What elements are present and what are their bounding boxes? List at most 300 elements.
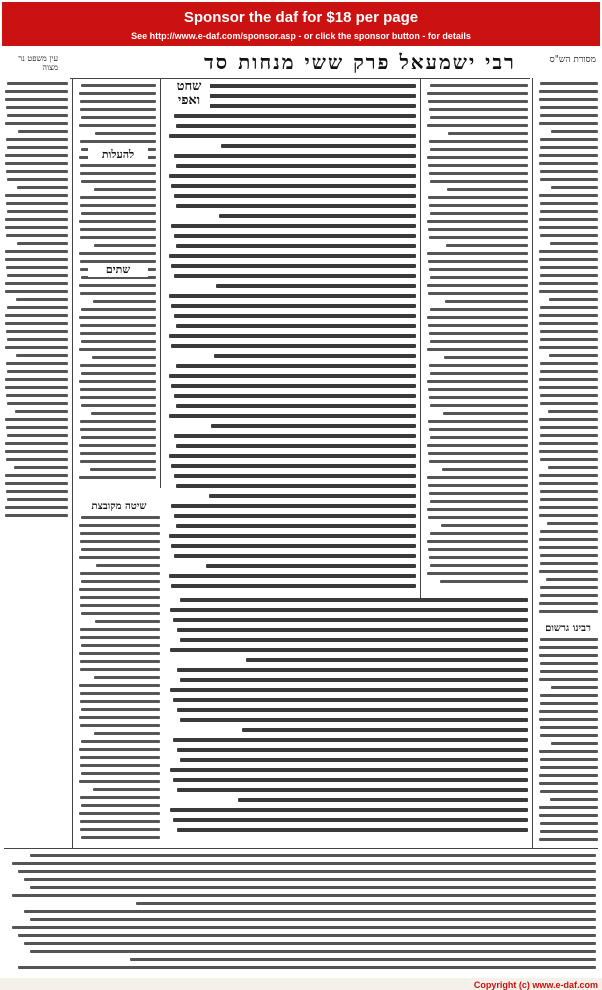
text-line	[177, 668, 528, 672]
left-header: עין משפט נר מצוה	[18, 54, 58, 72]
text-line	[221, 144, 416, 148]
text-line	[180, 718, 528, 722]
text-line	[174, 194, 417, 198]
text-line	[540, 234, 598, 237]
text-line	[540, 530, 598, 533]
text-line	[7, 434, 68, 437]
text-line	[95, 620, 160, 623]
text-line	[80, 636, 160, 639]
text-line	[443, 412, 528, 415]
text-line	[79, 588, 160, 591]
text-line	[170, 808, 528, 812]
text-line	[12, 862, 596, 865]
text-line	[540, 694, 598, 697]
text-line	[174, 554, 417, 558]
text-line	[6, 106, 68, 109]
text-line	[171, 304, 416, 308]
text-line	[171, 544, 416, 548]
text-line	[80, 292, 156, 295]
text-line	[5, 122, 68, 125]
text-line	[174, 434, 417, 438]
text-line	[539, 654, 598, 657]
text-line	[180, 758, 528, 762]
text-line	[170, 608, 528, 612]
text-line	[428, 388, 528, 391]
text-line	[81, 116, 156, 119]
header-rule	[70, 78, 530, 79]
text-line	[540, 490, 598, 493]
text-line	[430, 212, 528, 215]
text-line	[540, 82, 598, 85]
gemara-lower	[166, 598, 528, 843]
text-line	[550, 798, 598, 801]
text-line	[81, 612, 160, 615]
text-line	[546, 578, 598, 581]
text-line	[547, 522, 598, 525]
text-line	[427, 508, 528, 511]
text-line	[30, 886, 596, 889]
text-line	[5, 482, 68, 485]
text-line	[79, 444, 156, 447]
text-line	[540, 362, 598, 365]
text-line	[5, 474, 68, 477]
text-line	[80, 692, 160, 695]
text-line	[430, 372, 528, 375]
text-line	[177, 788, 528, 792]
text-line	[540, 210, 598, 213]
text-line	[7, 82, 68, 85]
text-line	[177, 628, 528, 632]
text-line	[180, 598, 528, 602]
text-line	[540, 554, 598, 557]
text-line	[539, 782, 598, 785]
text-line	[16, 298, 68, 301]
text-line	[539, 546, 598, 549]
footnote-rule	[4, 848, 598, 849]
text-line	[430, 500, 528, 503]
text-line	[130, 958, 596, 961]
text-line	[539, 450, 598, 453]
text-line	[540, 370, 598, 373]
text-line	[14, 466, 68, 469]
text-line	[540, 394, 598, 397]
text-line	[441, 524, 528, 527]
text-line	[430, 180, 528, 183]
text-line	[427, 540, 528, 543]
text-line	[79, 684, 160, 687]
text-line	[428, 196, 528, 199]
text-line	[428, 516, 528, 519]
text-line	[174, 514, 417, 518]
text-line	[429, 556, 528, 559]
column-divider	[160, 78, 161, 488]
text-line	[429, 268, 528, 271]
section-label: להעלות	[88, 148, 148, 162]
text-line	[5, 250, 68, 253]
text-line	[80, 820, 160, 823]
text-line	[177, 748, 528, 752]
text-line	[539, 482, 598, 485]
text-line	[429, 492, 528, 495]
text-line	[539, 474, 598, 477]
text-line	[539, 646, 598, 649]
text-line	[79, 124, 156, 127]
text-line	[429, 236, 528, 239]
text-line	[12, 894, 596, 897]
text-line	[5, 162, 68, 165]
text-line	[24, 910, 596, 913]
text-line	[6, 394, 68, 397]
text-line	[81, 404, 156, 407]
text-line	[5, 514, 68, 517]
text-line	[539, 570, 598, 573]
text-line	[80, 796, 160, 799]
text-line	[24, 878, 596, 881]
text-line	[7, 306, 68, 309]
text-line	[80, 668, 160, 671]
text-line	[540, 594, 598, 597]
text-line	[5, 442, 68, 445]
section-label: רבינו גרשום	[540, 622, 596, 636]
section-label: שיטה מקובצת	[80, 500, 158, 514]
text-line	[5, 98, 68, 101]
text-line	[446, 244, 528, 247]
text-line	[428, 420, 528, 423]
text-line	[81, 580, 160, 583]
text-line	[539, 122, 598, 125]
text-line	[539, 814, 598, 817]
text-line	[427, 92, 528, 95]
text-line	[448, 132, 528, 135]
text-line	[95, 132, 156, 135]
text-line	[440, 580, 528, 583]
text-line	[174, 234, 417, 238]
text-line	[539, 154, 598, 157]
text-line	[80, 324, 156, 327]
text-line	[548, 410, 598, 413]
text-line	[81, 372, 156, 375]
text-line	[176, 404, 416, 408]
text-line	[430, 532, 528, 535]
text-line	[539, 250, 598, 253]
text-line	[430, 340, 528, 343]
text-line	[80, 540, 160, 543]
text-line	[206, 564, 416, 568]
text-line	[539, 346, 598, 349]
text-line	[171, 344, 416, 348]
text-line	[6, 490, 68, 493]
text-line	[15, 410, 68, 413]
text-line	[540, 670, 598, 673]
text-line	[539, 750, 598, 753]
section-label: שתים	[88, 263, 148, 277]
text-line	[551, 686, 598, 689]
text-line	[81, 836, 160, 839]
text-line	[7, 370, 68, 373]
text-line	[219, 214, 417, 218]
text-line	[539, 506, 598, 509]
text-line	[428, 484, 528, 487]
text-line	[171, 264, 416, 268]
text-line	[539, 282, 598, 285]
text-line	[81, 740, 160, 743]
text-line	[80, 204, 156, 207]
text-line	[428, 292, 528, 295]
text-line	[5, 282, 68, 285]
text-line	[80, 228, 156, 231]
text-line	[430, 148, 528, 151]
text-line	[170, 768, 528, 772]
text-line	[176, 84, 416, 88]
text-line	[80, 172, 156, 175]
text-line	[79, 92, 156, 95]
text-line	[169, 414, 417, 418]
text-line	[6, 234, 68, 237]
text-line	[430, 308, 528, 311]
text-line	[171, 464, 416, 468]
text-line	[540, 758, 598, 761]
text-line	[80, 756, 160, 759]
text-line	[80, 532, 160, 535]
text-line	[429, 428, 528, 431]
text-line	[176, 244, 416, 248]
text-line	[174, 114, 417, 118]
text-line	[80, 428, 156, 431]
text-line	[81, 644, 160, 647]
text-line	[94, 188, 156, 191]
text-line	[5, 314, 68, 317]
text-line	[7, 146, 68, 149]
text-line	[81, 308, 156, 311]
gemara-column	[166, 84, 416, 594]
text-line	[540, 106, 598, 109]
text-line	[169, 334, 417, 338]
text-line	[427, 284, 528, 287]
text-line	[81, 180, 156, 183]
text-line	[79, 316, 156, 319]
banner-title: Sponsor the daf for $18 per page	[183, 9, 419, 26]
text-line	[427, 572, 528, 575]
tosafot-column	[78, 84, 156, 484]
text-line	[30, 950, 596, 953]
running-head: רבי ישמעאל פרק ששי מנחות סד	[204, 50, 516, 74]
text-line	[80, 828, 160, 831]
text-line	[79, 252, 156, 255]
text-line	[5, 322, 68, 325]
text-line	[540, 146, 598, 149]
text-line	[6, 138, 68, 141]
text-line	[429, 396, 528, 399]
text-line	[81, 772, 160, 775]
text-line	[539, 194, 598, 197]
text-line	[174, 394, 417, 398]
text-line	[173, 618, 528, 622]
text-line	[94, 244, 156, 247]
text-line	[169, 454, 417, 458]
text-line	[80, 332, 156, 335]
text-line	[176, 324, 416, 328]
text-line	[539, 718, 598, 721]
text-line	[7, 274, 68, 277]
text-line	[176, 524, 416, 528]
text-line	[540, 562, 598, 565]
text-line	[540, 638, 598, 641]
text-line	[176, 364, 416, 368]
text-line	[246, 658, 528, 662]
text-line	[216, 284, 416, 288]
text-line	[79, 476, 156, 479]
text-line	[211, 424, 416, 428]
text-line	[539, 418, 598, 421]
text-line	[549, 298, 598, 301]
text-line	[80, 660, 160, 663]
text-line	[7, 498, 68, 501]
text-line	[12, 926, 596, 929]
text-line	[80, 596, 160, 599]
text-line	[539, 322, 598, 325]
text-line	[444, 356, 528, 359]
text-line	[540, 330, 598, 333]
text-line	[80, 196, 156, 199]
text-line	[174, 474, 417, 478]
text-line	[80, 108, 156, 111]
text-line	[169, 574, 417, 578]
text-line	[80, 236, 156, 239]
text-line	[540, 402, 598, 405]
text-line	[540, 306, 598, 309]
copyright-link[interactable]: Copyright (c) www.e-daf.com	[473, 980, 598, 990]
text-line	[7, 338, 68, 341]
text-line	[80, 700, 160, 703]
text-line	[79, 284, 156, 287]
text-line	[177, 828, 528, 832]
text-line	[136, 902, 596, 905]
text-line	[6, 170, 68, 173]
text-line	[7, 114, 68, 117]
text-line	[80, 724, 160, 727]
text-line	[430, 276, 528, 279]
text-line	[540, 790, 598, 793]
text-line	[94, 732, 160, 735]
text-line	[176, 444, 416, 448]
text-line	[80, 364, 156, 367]
text-line	[539, 678, 598, 681]
shita-mekubetzet-column	[78, 516, 160, 846]
text-line	[173, 818, 528, 822]
text-line	[5, 154, 68, 157]
text-line	[427, 348, 528, 351]
text-line	[81, 804, 160, 807]
opening-words: שחט ואפי	[168, 80, 210, 108]
text-line	[539, 710, 598, 713]
text-line	[79, 748, 160, 751]
text-line	[79, 524, 160, 527]
text-line	[169, 254, 417, 258]
text-line	[540, 434, 598, 437]
text-line	[79, 220, 156, 223]
sponsor-banner[interactable]	[0, 0, 602, 48]
text-line	[540, 498, 598, 501]
text-line	[80, 164, 156, 167]
rashi-column	[426, 84, 528, 594]
text-line	[5, 226, 68, 229]
text-line	[429, 332, 528, 335]
text-line	[6, 266, 68, 269]
column-divider	[532, 78, 533, 848]
text-line	[92, 356, 156, 359]
text-line	[540, 662, 598, 665]
text-line	[539, 258, 598, 261]
banner-subtitle[interactable]: See http://www.e-daf.com/sponsor.asp - or click the sponsor button - for details	[131, 31, 471, 41]
text-line	[5, 258, 68, 261]
text-line	[209, 494, 417, 498]
text-line	[169, 374, 417, 378]
text-line	[30, 918, 596, 921]
text-line	[427, 316, 528, 319]
text-line	[539, 602, 598, 605]
text-line	[93, 300, 156, 303]
text-line	[81, 516, 160, 519]
text-line	[81, 84, 156, 87]
text-line	[539, 90, 598, 93]
text-line	[428, 100, 528, 103]
text-line	[169, 534, 417, 538]
text-line	[176, 484, 416, 488]
text-line	[428, 164, 528, 167]
text-line	[540, 726, 598, 729]
text-line	[540, 202, 598, 205]
text-line	[442, 468, 528, 471]
text-line	[540, 138, 598, 141]
text-line	[5, 346, 68, 349]
text-line	[214, 354, 417, 358]
text-line	[171, 224, 416, 228]
text-line	[6, 426, 68, 429]
footer	[0, 978, 602, 990]
text-line	[550, 242, 598, 245]
text-line	[539, 98, 598, 101]
text-line	[430, 564, 528, 567]
text-line	[428, 228, 528, 231]
text-line	[79, 716, 160, 719]
talmud-page	[0, 48, 602, 978]
text-line	[5, 378, 68, 381]
text-line	[79, 556, 160, 559]
text-line	[539, 290, 598, 293]
text-line	[539, 442, 598, 445]
text-line	[540, 702, 598, 705]
text-line	[17, 186, 68, 189]
text-line	[540, 766, 598, 769]
text-line	[91, 412, 156, 415]
text-line	[80, 764, 160, 767]
text-line	[5, 218, 68, 221]
column-divider	[72, 78, 73, 848]
text-line	[80, 628, 160, 631]
text-line	[176, 164, 416, 168]
text-line	[539, 514, 598, 517]
text-line	[429, 108, 528, 111]
text-line	[540, 170, 598, 173]
text-line	[447, 188, 528, 191]
text-line	[539, 386, 598, 389]
text-line	[16, 354, 68, 357]
text-line	[427, 476, 528, 479]
text-line	[539, 378, 598, 381]
text-line	[81, 548, 160, 551]
text-line	[540, 338, 598, 341]
text-line	[242, 728, 528, 732]
